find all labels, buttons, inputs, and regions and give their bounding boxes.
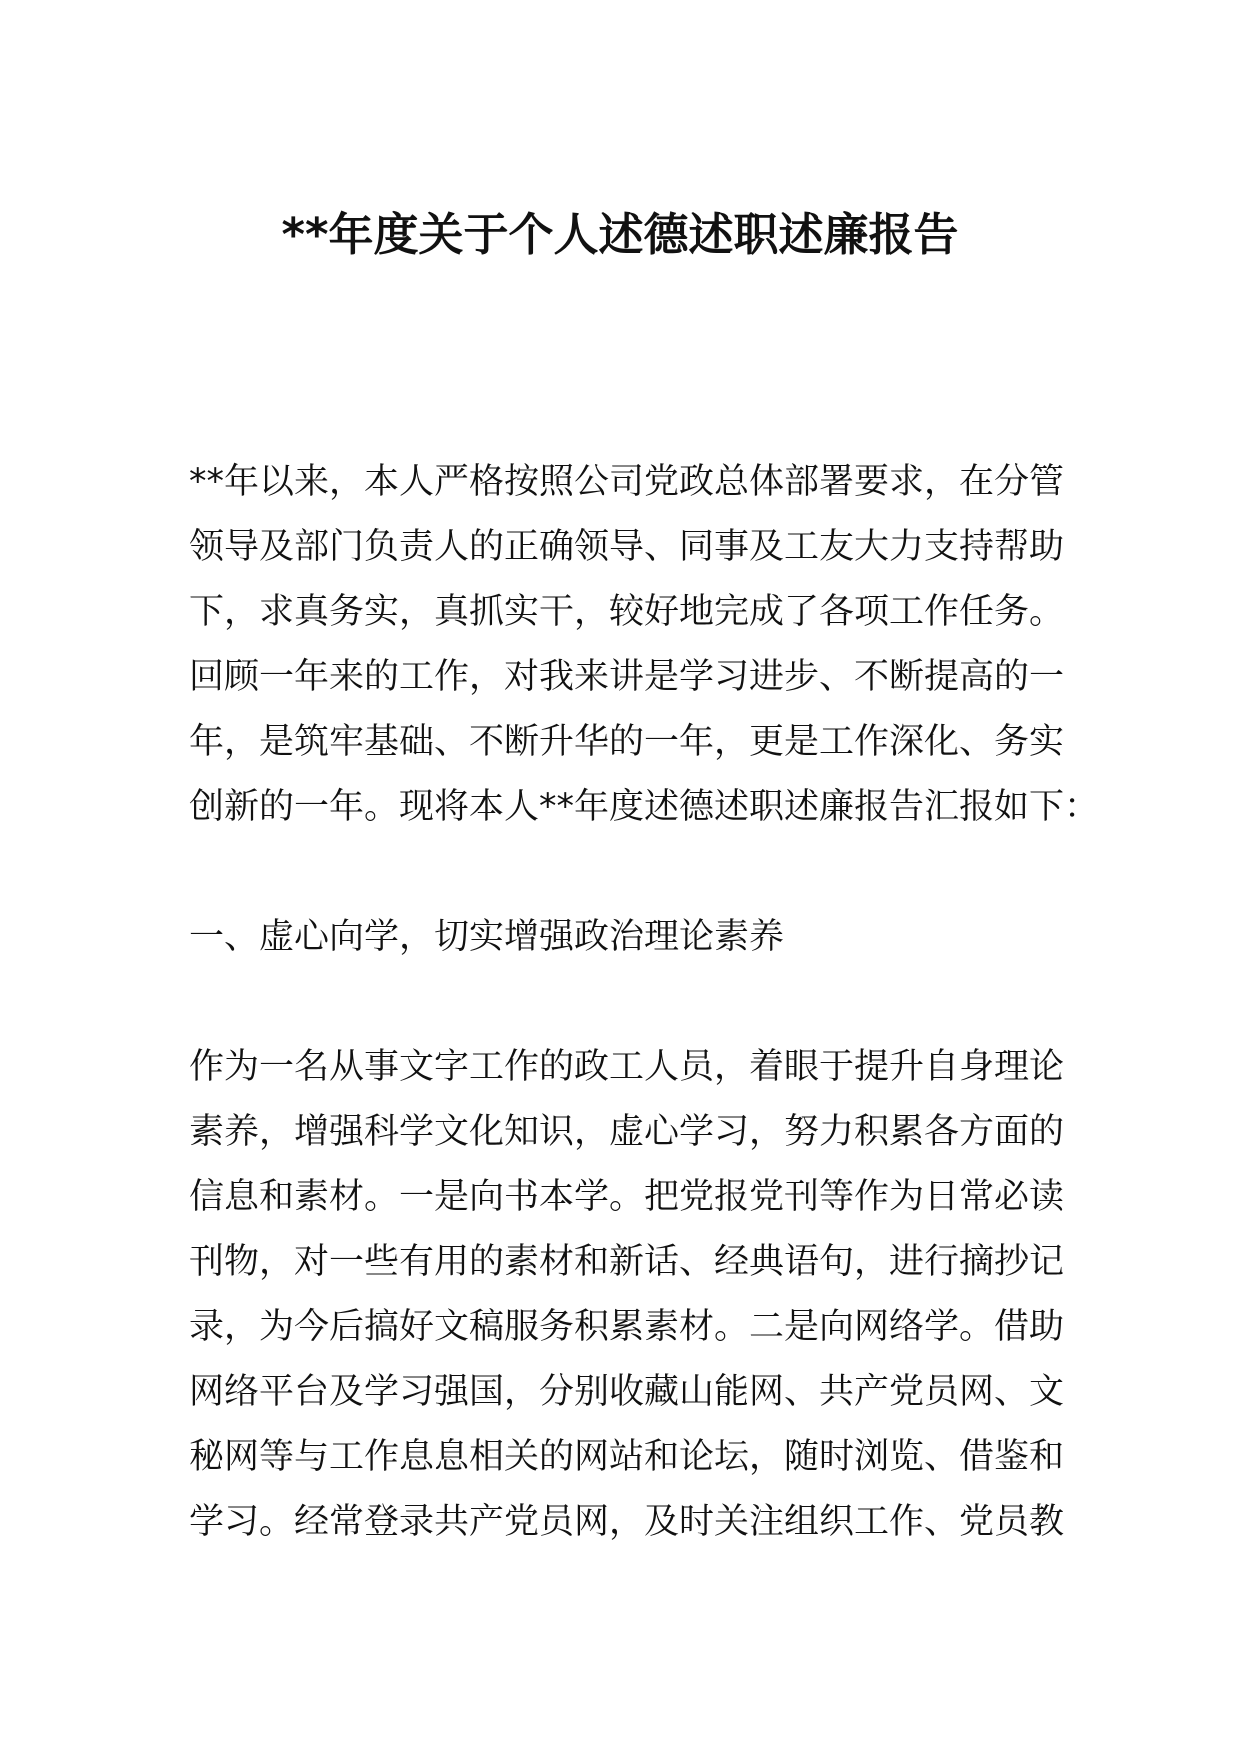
paragraph-line: 网络平台及学习强国，分别收藏山能网、共产党员网、文	[189, 1372, 1065, 1412]
paragraph-line: 学习。经常登录共产党员网，及时关注组织工作、党员教	[189, 1502, 1065, 1542]
section-heading	[189, 905, 1061, 970]
paragraph-line: 信息和素材。一是向书本学。把党报党刊等作为日常必读	[189, 1177, 1065, 1217]
section-paragraph	[189, 1035, 1065, 1555]
paragraph-line: 秘网等与工作息息相关的网站和论坛，随时浏览、借鉴和	[189, 1437, 1065, 1477]
paragraph-line: 领导及部门负责人的正确领导、同事及工友大力支持帮助	[189, 527, 1065, 567]
paragraph-line: 回顾一年来的工作，对我来讲是学习进步、不断提高的一	[189, 657, 1065, 697]
paragraph-line: 年，是筑牢基础、不断升华的一年，更是工作深化、务实	[189, 722, 1065, 762]
paragraph-line: 创新的一年。现将本人**年度述德述职述廉报告汇报如下：	[189, 787, 1100, 827]
paragraph-line: 刊物，对一些有用的素材和新话、经典语句，进行摘抄记	[189, 1242, 1065, 1282]
paragraph-line: **年以来，本人严格按照公司党政总体部署要求，在分管	[189, 462, 1065, 502]
document-title: **年度关于个人述德述职述廉报告	[281, 208, 959, 261]
paragraph-line: 下，求真务实，真抓实干，较好地完成了各项工作任务。	[189, 592, 1065, 632]
paragraph-line: 录，为今后搞好文稿服务积累素材。二是向网络学。借助	[189, 1307, 1065, 1347]
intro-paragraph	[189, 450, 1100, 840]
paragraph-line: 素养，增强科学文化知识，虚心学习，努力积累各方面的	[189, 1112, 1065, 1152]
section-heading-text: 一、虚心向学，切实增强政治理论素养	[189, 917, 785, 957]
paragraph-line: 作为一名从事文字工作的政工人员，着眼于提升自身理论	[189, 1047, 1065, 1087]
